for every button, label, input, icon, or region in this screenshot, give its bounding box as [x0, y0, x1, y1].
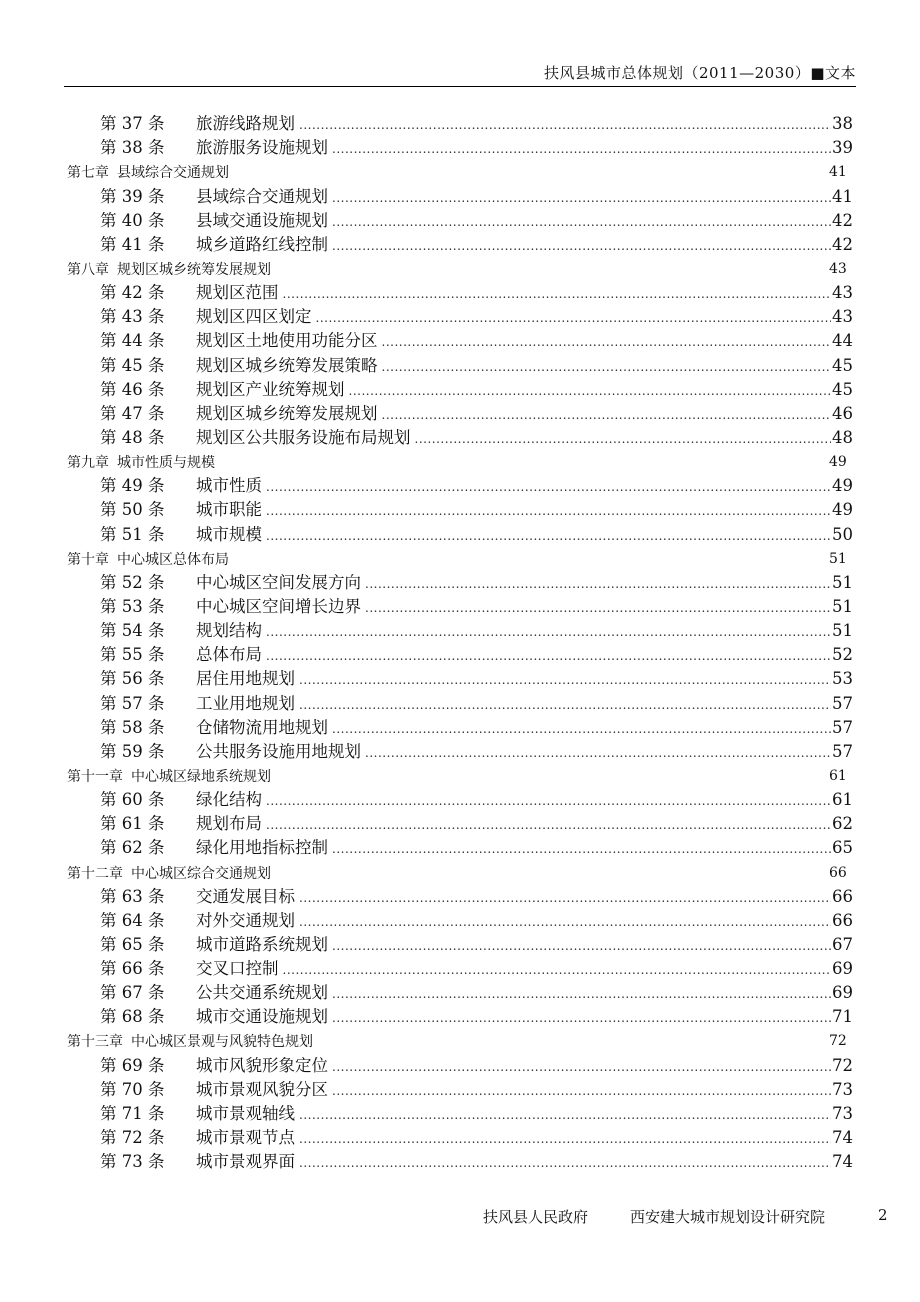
article-page-number: 49	[832, 500, 853, 520]
dot-leader	[382, 333, 832, 353]
article-number: 第 45 条	[100, 355, 165, 375]
toc-article-entry[interactable]	[0, 691, 920, 715]
article-page-number: 71	[832, 1007, 853, 1027]
article-number: 第 40 条	[100, 210, 165, 230]
article-number: 第 68 条	[100, 1007, 165, 1027]
article-title: 城市景观界面	[196, 1152, 295, 1172]
article-number: 第 41 条	[100, 234, 165, 254]
toc-article-entry[interactable]	[0, 305, 920, 329]
article-page-number: 43	[832, 307, 853, 327]
article-number: 第 63 条	[100, 886, 165, 906]
article-page-number: 66	[832, 910, 853, 930]
article-title: 城乡道路红线控制	[196, 234, 328, 254]
toc-chapter-entry[interactable]	[0, 547, 920, 571]
article-title: 居住用地规划	[196, 669, 295, 689]
article-title: 城市景观风貌分区	[196, 1079, 328, 1099]
dot-leader	[382, 358, 832, 378]
toc-article-entry[interactable]	[0, 595, 920, 619]
toc-article-entry[interactable]	[0, 378, 920, 402]
article-title: 工业用地规划	[196, 693, 295, 713]
toc-article-entry[interactable]	[0, 885, 920, 909]
header-rule	[64, 86, 856, 87]
toc-chapter-entry[interactable]	[0, 160, 920, 184]
article-number: 第 52 条	[100, 572, 165, 592]
chapter-page-number: 72	[829, 1033, 847, 1050]
toc-article-entry[interactable]	[0, 836, 920, 860]
dot-leader	[332, 720, 831, 740]
dot-leader	[266, 816, 831, 836]
toc-article-entry[interactable]	[0, 522, 920, 546]
dot-leader	[332, 213, 831, 233]
chapter-title: 中心城区综合交通规划	[131, 865, 271, 882]
article-number: 第 64 条	[100, 910, 165, 930]
article-title: 公共服务设施用地规划	[196, 741, 361, 761]
footer-page-number: 2	[878, 1206, 888, 1224]
article-title: 交叉口控制	[196, 959, 279, 979]
article-title: 规划区公共服务设施布局规划	[196, 427, 411, 447]
dot-leader	[332, 237, 831, 257]
article-page-number: 73	[832, 1079, 853, 1099]
dot-leader	[365, 599, 831, 619]
toc-article-entry[interactable]	[0, 1078, 920, 1102]
toc-article-entry[interactable]	[0, 1102, 920, 1126]
dot-leader	[266, 623, 831, 643]
dot-leader	[299, 913, 831, 933]
toc-article-entry[interactable]	[0, 136, 920, 160]
dot-leader	[365, 575, 831, 595]
article-title: 绿化用地指标控制	[196, 838, 328, 858]
article-title: 规划区范围	[196, 283, 279, 303]
article-title: 中心城区空间发展方向	[196, 572, 361, 592]
dot-leader	[332, 985, 831, 1005]
article-title: 总体布局	[196, 645, 262, 665]
article-page-number: 52	[832, 645, 853, 665]
chapter-title: 县域综合交通规划	[117, 165, 229, 182]
toc-article-entry[interactable]	[0, 1126, 920, 1150]
article-page-number: 43	[832, 283, 853, 303]
dot-leader	[299, 696, 831, 716]
toc-article-entry[interactable]	[0, 353, 920, 377]
article-page-number: 41	[832, 186, 853, 206]
article-number: 第 73 条	[100, 1152, 165, 1172]
article-page-number: 45	[832, 355, 853, 375]
dot-leader	[299, 1154, 831, 1174]
dot-leader	[332, 140, 831, 160]
article-number: 第 53 条	[100, 596, 165, 616]
dot-leader	[332, 1009, 831, 1029]
toc-article-entry[interactable]	[0, 812, 920, 836]
article-title: 绿化结构	[196, 790, 262, 810]
article-title: 中心城区空间增长边界	[196, 596, 361, 616]
article-title: 城市规模	[196, 524, 262, 544]
article-page-number: 39	[832, 138, 853, 158]
toc-article-entry[interactable]	[0, 233, 920, 257]
article-page-number: 44	[832, 331, 853, 351]
chapter-label: 第十三章	[67, 1034, 123, 1051]
article-title: 交通发展目标	[196, 886, 295, 906]
article-title: 旅游服务设施规划	[196, 138, 328, 158]
dot-leader	[299, 1130, 831, 1150]
article-number: 第 72 条	[100, 1128, 165, 1148]
toc-article-entry[interactable]	[0, 402, 920, 426]
article-number: 第 59 条	[100, 741, 165, 761]
article-title: 城市道路系统规划	[196, 934, 328, 954]
article-number: 第 69 条	[100, 1055, 165, 1075]
article-number: 第 67 条	[100, 983, 165, 1003]
article-number: 第 50 条	[100, 500, 165, 520]
chapter-label: 第九章	[67, 455, 109, 472]
toc-article-entry[interactable]	[0, 981, 920, 1005]
article-page-number: 66	[832, 886, 853, 906]
toc-article-entry[interactable]	[0, 1005, 920, 1029]
toc-article-entry[interactable]	[0, 933, 920, 957]
chapter-label: 第十二章	[67, 865, 123, 882]
article-page-number: 57	[832, 693, 853, 713]
toc-article-entry[interactable]	[0, 281, 920, 305]
toc-article-entry[interactable]	[0, 788, 920, 812]
footer-org: 扶风县人民政府	[483, 1208, 589, 1226]
chapter-page-number: 66	[829, 864, 847, 881]
article-number: 第 37 条	[100, 114, 165, 134]
dot-leader	[299, 116, 831, 136]
article-title: 旅游线路规划	[196, 114, 295, 134]
article-page-number: 69	[832, 959, 853, 979]
article-title: 城市景观节点	[196, 1128, 295, 1148]
article-page-number: 48	[832, 427, 853, 447]
article-title: 城市景观轴线	[196, 1103, 295, 1123]
article-page-number: 45	[832, 379, 853, 399]
article-title: 规划区城乡统筹发展策略	[196, 355, 378, 375]
article-number: 第 61 条	[100, 814, 165, 834]
dot-leader	[266, 478, 831, 498]
toc-article-entry[interactable]	[0, 426, 920, 450]
chapter-label: 第十章	[67, 551, 109, 568]
article-page-number: 69	[832, 983, 853, 1003]
article-page-number: 72	[832, 1055, 853, 1075]
article-title: 城市交通设施规划	[196, 1007, 328, 1027]
page-footer	[0, 1206, 920, 1228]
article-page-number: 65	[832, 838, 853, 858]
article-page-number: 51	[832, 572, 853, 592]
article-number: 第 47 条	[100, 403, 165, 423]
dot-leader	[299, 671, 831, 691]
chapter-page-number: 41	[829, 164, 847, 181]
article-number: 第 58 条	[100, 717, 165, 737]
article-title: 城市风貌形象定位	[196, 1055, 328, 1075]
chapter-title: 中心城区绿地系统规划	[131, 768, 271, 785]
toc-article-entry[interactable]	[0, 643, 920, 667]
article-title: 对外交通规划	[196, 910, 295, 930]
chapter-page-number: 51	[829, 550, 847, 567]
article-number: 第 46 条	[100, 379, 165, 399]
article-number: 第 42 条	[100, 283, 165, 303]
chapter-label: 第十一章	[67, 768, 123, 785]
article-number: 第 60 条	[100, 790, 165, 810]
toc-article-entry[interactable]	[0, 209, 920, 233]
article-number: 第 44 条	[100, 331, 165, 351]
article-number: 第 51 条	[100, 524, 165, 544]
dot-leader	[266, 647, 831, 667]
article-number: 第 54 条	[100, 621, 165, 641]
dot-leader	[332, 937, 831, 957]
article-title: 规划区四区划定	[196, 307, 312, 327]
article-page-number: 74	[832, 1152, 853, 1172]
chapter-label: 第八章	[67, 261, 109, 278]
article-page-number: 51	[832, 596, 853, 616]
article-page-number: 57	[832, 717, 853, 737]
dot-leader	[415, 430, 832, 450]
table-of-contents	[0, 112, 920, 1174]
article-title: 仓储物流用地规划	[196, 717, 328, 737]
article-title: 规划布局	[196, 814, 262, 834]
article-page-number: 74	[832, 1128, 853, 1148]
article-title: 城市职能	[196, 500, 262, 520]
toc-article-entry[interactable]	[0, 112, 920, 136]
toc-article-entry[interactable]	[0, 1053, 920, 1077]
article-title: 规划区城乡统筹发展规划	[196, 403, 378, 423]
article-number: 第 62 条	[100, 838, 165, 858]
chapter-page-number: 49	[829, 454, 847, 471]
dot-leader	[316, 309, 832, 329]
article-page-number: 51	[832, 621, 853, 641]
toc-article-entry[interactable]	[0, 474, 920, 498]
chapter-label: 第七章	[67, 165, 109, 182]
toc-article-entry[interactable]	[0, 184, 920, 208]
toc-chapter-entry[interactable]	[0, 764, 920, 788]
article-page-number: 73	[832, 1103, 853, 1123]
toc-article-entry[interactable]	[0, 571, 920, 595]
article-number: 第 49 条	[100, 476, 165, 496]
dot-leader	[332, 1082, 831, 1102]
article-number: 第 66 条	[100, 959, 165, 979]
dot-leader	[299, 1106, 831, 1126]
article-page-number: 46	[832, 403, 853, 423]
toc-article-entry[interactable]	[0, 329, 920, 353]
article-title: 县域综合交通规划	[196, 186, 328, 206]
article-number: 第 43 条	[100, 307, 165, 327]
toc-chapter-entry[interactable]	[0, 1029, 920, 1053]
dot-leader	[349, 382, 832, 402]
dot-leader	[283, 961, 832, 981]
dot-leader	[283, 285, 832, 305]
dot-leader	[332, 189, 831, 209]
article-page-number: 61	[832, 790, 853, 810]
article-title: 规划区产业统筹规划	[196, 379, 345, 399]
page-header-title: 扶风县城市总体规划（2011—2030）■文本	[543, 64, 856, 82]
article-page-number: 42	[832, 210, 853, 230]
article-page-number: 67	[832, 934, 853, 954]
article-number: 第 55 条	[100, 645, 165, 665]
dot-leader	[382, 406, 832, 426]
toc-article-entry[interactable]	[0, 1150, 920, 1174]
article-number: 第 48 条	[100, 427, 165, 447]
toc-article-entry[interactable]	[0, 740, 920, 764]
chapter-title: 中心城区景观与风貌特色规划	[131, 1034, 313, 1051]
article-number: 第 70 条	[100, 1079, 165, 1099]
toc-article-entry[interactable]	[0, 957, 920, 981]
chapter-page-number: 43	[829, 260, 847, 277]
article-page-number: 49	[832, 476, 853, 496]
article-number: 第 57 条	[100, 693, 165, 713]
dot-leader	[332, 1058, 831, 1078]
article-number: 第 38 条	[100, 138, 165, 158]
chapter-page-number: 61	[829, 767, 847, 784]
toc-article-entry[interactable]	[0, 619, 920, 643]
chapter-title: 规划区城乡统筹发展规划	[117, 261, 271, 278]
article-page-number: 57	[832, 741, 853, 761]
article-title: 规划结构	[196, 621, 262, 641]
footer-institute: 西安建大城市规划设计研究院	[630, 1208, 826, 1226]
toc-article-entry[interactable]	[0, 667, 920, 691]
toc-article-entry[interactable]	[0, 909, 920, 933]
chapter-title: 城市性质与规模	[117, 455, 215, 472]
article-number: 第 65 条	[100, 934, 165, 954]
article-page-number: 50	[832, 524, 853, 544]
toc-chapter-entry[interactable]	[0, 860, 920, 884]
article-page-number: 62	[832, 814, 853, 834]
toc-chapter-entry[interactable]	[0, 450, 920, 474]
toc-article-entry[interactable]	[0, 716, 920, 740]
toc-article-entry[interactable]	[0, 498, 920, 522]
dot-leader	[332, 840, 831, 860]
article-title: 城市性质	[196, 476, 262, 496]
article-page-number: 53	[832, 669, 853, 689]
toc-chapter-entry[interactable]	[0, 257, 920, 281]
article-page-number: 42	[832, 234, 853, 254]
dot-leader	[266, 527, 831, 547]
article-title: 县域交通设施规划	[196, 210, 328, 230]
article-number: 第 39 条	[100, 186, 165, 206]
dot-leader	[365, 744, 831, 764]
dot-leader	[266, 502, 831, 522]
article-number: 第 56 条	[100, 669, 165, 689]
article-number: 第 71 条	[100, 1103, 165, 1123]
dot-leader	[266, 792, 831, 812]
article-page-number: 38	[832, 114, 853, 134]
dot-leader	[299, 889, 831, 909]
article-title: 规划区土地使用功能分区	[196, 331, 378, 351]
article-title: 公共交通系统规划	[196, 983, 328, 1003]
chapter-title: 中心城区总体布局	[117, 551, 229, 568]
